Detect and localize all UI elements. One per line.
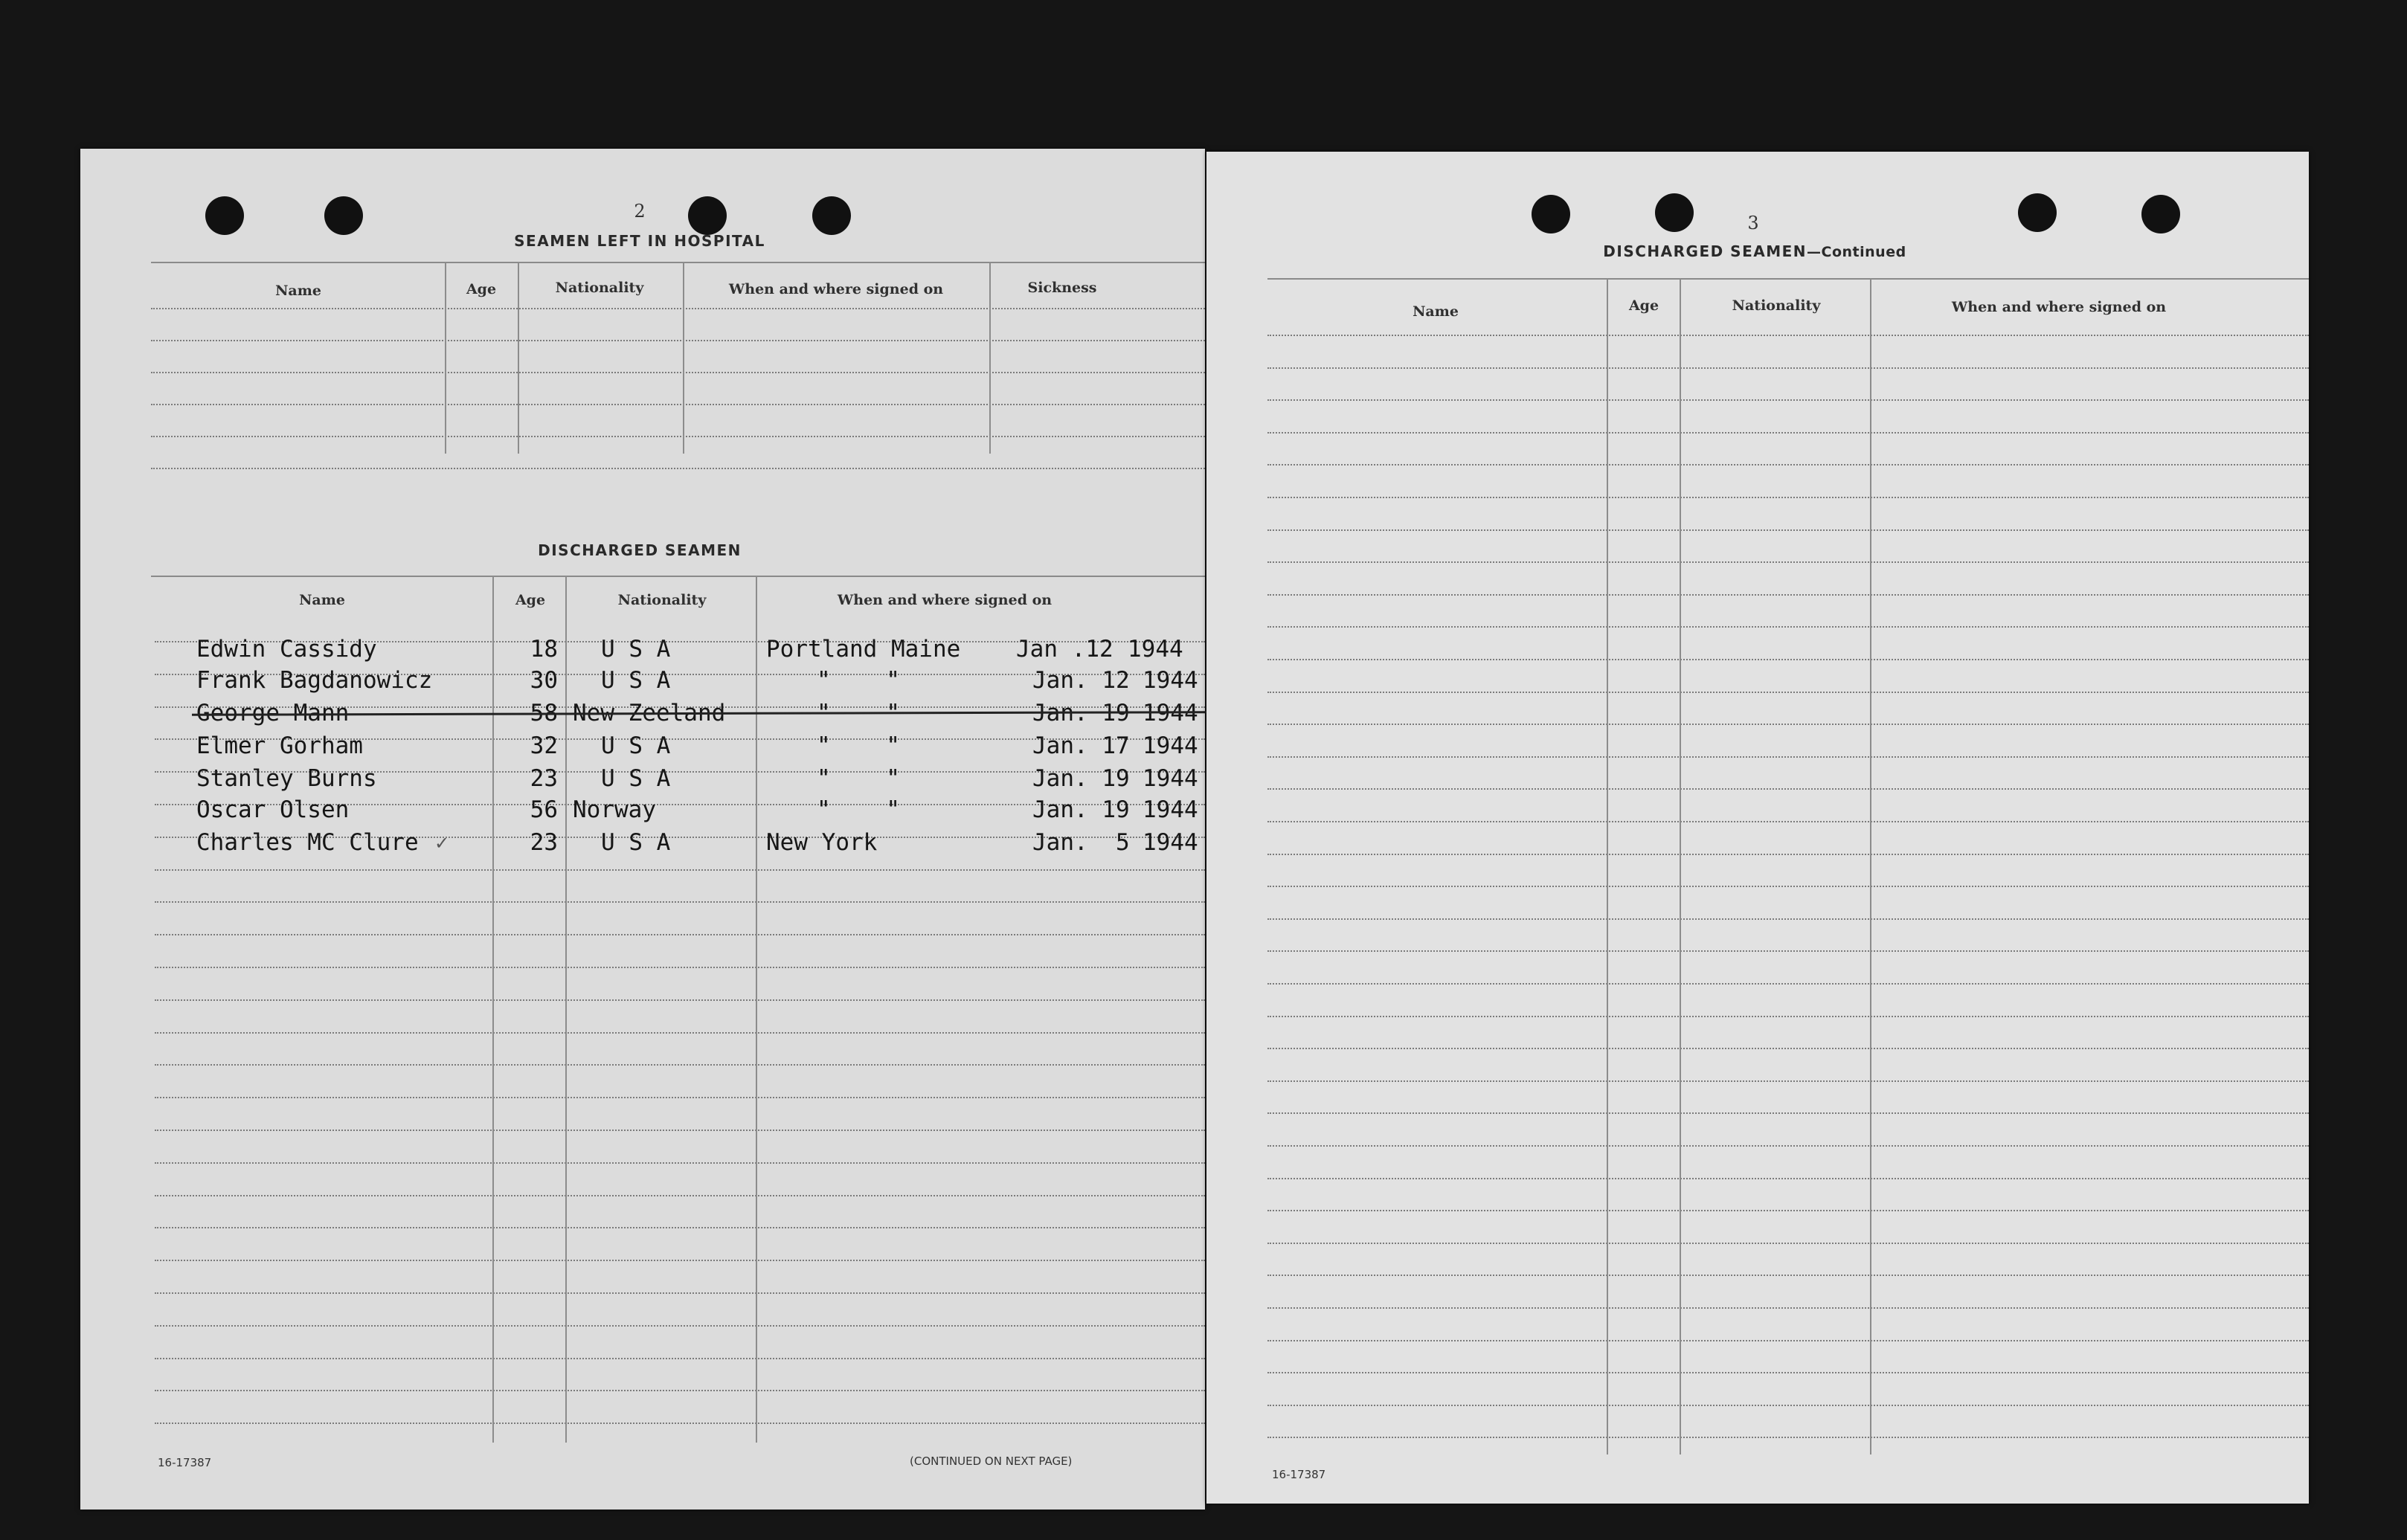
table-rule [1267, 756, 2309, 758]
signed-on-place: " " [817, 732, 900, 759]
table-rule [1267, 1112, 2309, 1114]
signed-on-place: " " [817, 796, 900, 823]
table-rule [1267, 918, 2309, 920]
column-divider [1680, 278, 1681, 1454]
table-rule [1267, 1307, 2309, 1309]
table-rule [1267, 692, 2309, 693]
punch-hole [2141, 195, 2180, 233]
signed-on-year: 1944 [1143, 700, 1198, 726]
table-row [80, 149, 1205, 1510]
seaman-age: 18 [530, 636, 558, 663]
table-rule [1267, 594, 2309, 596]
table-rule [1267, 821, 2309, 822]
table-rule [1267, 1243, 2309, 1244]
form-number: 16-17387 [158, 1456, 212, 1469]
seaman-age: 56 [530, 796, 558, 823]
signed-on-place: " " [817, 765, 900, 792]
column-header-name: Name [275, 283, 321, 299]
signed-on-year: 1944 [1143, 796, 1198, 823]
seaman-nationality: U S A [601, 636, 671, 663]
discharged-section-title: DISCHARGED SEAMEN [538, 541, 742, 559]
table-rule [1267, 724, 2309, 725]
seaman-age: 23 [530, 765, 558, 792]
signed-on-place: New York [766, 829, 878, 856]
column-header-signed-on: When and where signed on [1951, 299, 2167, 315]
table-rule [1267, 1048, 2309, 1049]
table-rule [1267, 1275, 2309, 1276]
signed-on-date: Jan .12 [1016, 636, 1113, 663]
punch-hole [2018, 193, 2057, 232]
seaman-age: 23 [530, 829, 558, 856]
discharged-continued-title [1603, 242, 1906, 260]
seaman-name: Charles MC Clure [196, 829, 419, 856]
signed-on-place: " " [817, 667, 900, 694]
table-rule [1267, 1016, 2309, 1017]
seaman-nationality: U S A [601, 732, 671, 759]
column-header-name: Name [1413, 303, 1459, 320]
signed-on-date: Jan. 19 [1032, 796, 1130, 823]
seaman-name: Stanley Burns [196, 765, 377, 792]
seaman-nationality: U S A [601, 765, 671, 792]
table-rule [1267, 529, 2309, 531]
column-header-age: Age [1628, 297, 1659, 314]
signed-on-date: Jan. 17 [1032, 732, 1130, 759]
seaman-name: Edwin Cassidy [196, 636, 377, 663]
table-rule [1267, 497, 2309, 498]
section-title-text: DISCHARGED SEAMEN [1603, 242, 1807, 260]
signed-on-year: 1944 [1143, 732, 1198, 759]
column-divider [1870, 278, 1871, 1454]
check-mark: ✓ [434, 833, 450, 854]
form-number: 16-17387 [1272, 1468, 1326, 1481]
seaman-nationality: New Zeeland [573, 700, 726, 726]
table-rule [1267, 659, 2309, 660]
right-page [1206, 152, 2309, 1504]
signed-on-date: Jan. 5 [1032, 829, 1130, 856]
table-rule [1267, 367, 2309, 369]
table-rule [1267, 1145, 2309, 1147]
table-rule [1267, 1340, 2309, 1341]
column-header-signed-on: When and where signed on [728, 281, 944, 297]
table-rule [1267, 335, 2309, 336]
table-rule [1267, 1178, 2309, 1179]
column-header-signed-on: When and where signed on [837, 592, 1053, 608]
table-rule [1267, 1080, 2309, 1082]
signed-on-place: Portland Maine [766, 636, 961, 663]
signed-on-year: 1944 [1143, 829, 1198, 856]
continued-note: (CONTINUED ON NEXT PAGE) [910, 1454, 1073, 1468]
table-rule [1267, 1405, 2309, 1406]
signed-on-date: Jan. 19 [1032, 765, 1130, 792]
table-rule [1267, 950, 2309, 952]
table-rule [1267, 432, 2309, 434]
signed-on-year: 1944 [1128, 636, 1183, 663]
column-header-sickness: Sickness [1027, 280, 1097, 296]
column-header-nationality: Nationality [617, 592, 707, 608]
seaman-nationality: U S A [601, 829, 671, 856]
seaman-name: Elmer Gorham [196, 732, 363, 759]
table-rule [1267, 399, 2309, 401]
column-header-nationality: Nationality [555, 280, 644, 296]
column-header-name: Name [299, 592, 345, 608]
table-rule [1267, 983, 2309, 985]
table-rule [1267, 464, 2309, 465]
column-header-nationality: Nationality [1732, 297, 1821, 314]
seaman-nationality: Norway [573, 796, 656, 823]
table-rule [1267, 1210, 2309, 1211]
page-number: 3 [1747, 213, 1759, 233]
table-rule [1267, 886, 2309, 887]
seaman-age: 30 [530, 667, 558, 694]
table-rule [1267, 1437, 2309, 1438]
column-header-age: Age [466, 281, 497, 297]
signed-on-year: 1944 [1143, 667, 1198, 694]
signed-on-date: Jan. 12 [1032, 667, 1130, 694]
seaman-nationality: U S A [601, 667, 671, 694]
signed-on-date: Jan. 19 [1032, 700, 1130, 726]
table-rule [1267, 788, 2309, 790]
seaman-age: 32 [530, 732, 558, 759]
punch-hole [1655, 193, 1694, 232]
table-rule [1267, 854, 2309, 855]
table-top-rule [1267, 278, 2309, 280]
left-page [80, 149, 1205, 1510]
column-header-age: Age [515, 592, 546, 608]
seaman-name: George Mann [196, 700, 350, 726]
seaman-name: Frank Bagdanowicz [196, 667, 433, 694]
seaman-age: 58 [530, 700, 558, 726]
signed-on-year: 1944 [1143, 765, 1198, 792]
punch-hole [1532, 195, 1570, 233]
table-rule [1267, 626, 2309, 628]
section-title-suffix: —Continued [1807, 244, 1906, 260]
column-divider [1607, 278, 1608, 1454]
seaman-name: Oscar Olsen [196, 796, 350, 823]
signed-on-place: " " [817, 700, 900, 726]
table-rule [1267, 561, 2309, 563]
table-rule [1267, 1372, 2309, 1373]
page-number: 2 [634, 201, 646, 222]
hospital-section-title: SEAMEN LEFT IN HOSPITAL [514, 232, 765, 250]
